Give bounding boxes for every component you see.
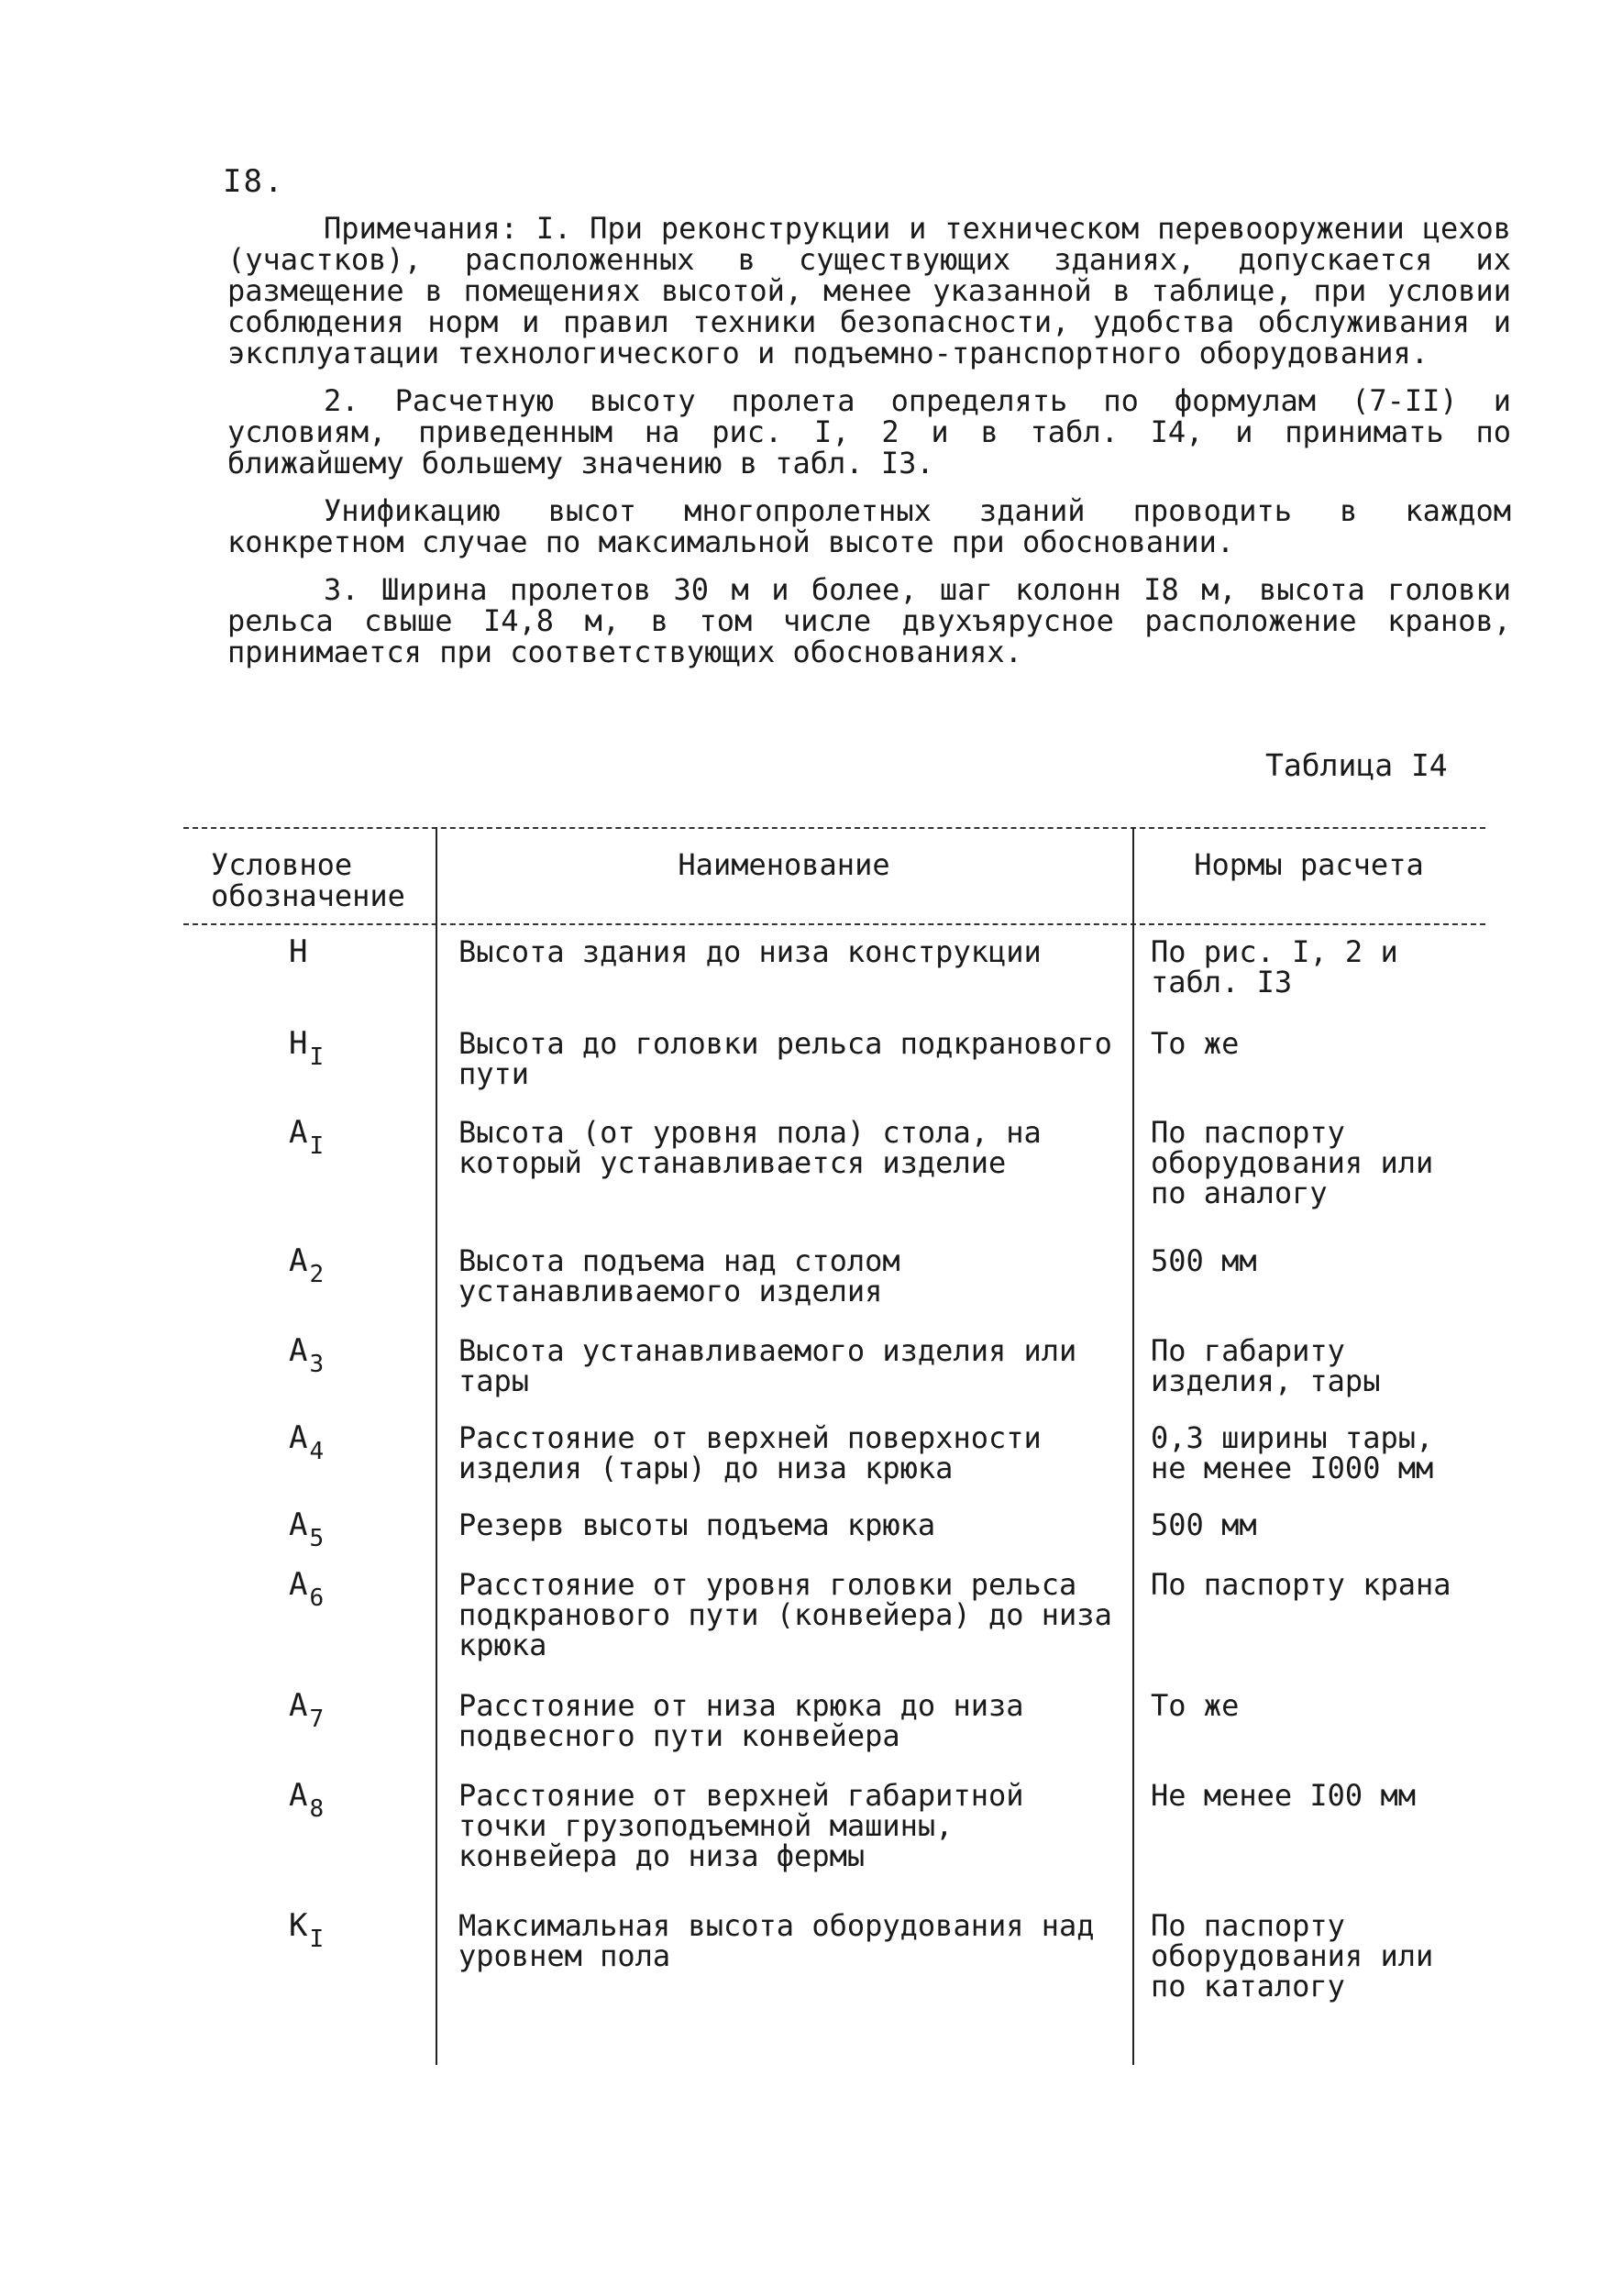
note-2: 2. Расчетную высоту пролета определять по формулам (7-II) и условиям, приведенным на рис. I, 2 и в табл. I4, и принимать по ближайшему большему значению в табл. I3.: [227, 383, 1511, 480]
row-name: Высота устанавливаемого изделия или тары: [458, 1333, 1077, 1398]
row-symbol: $A_I$: [289, 1114, 325, 1160]
row-name: Высота подъема над столом устанавливаемого изделия: [458, 1243, 900, 1308]
header-name: Наименование: [678, 847, 890, 882]
table-row: [183, 1566, 1485, 1691]
row-symbol: H: [289, 933, 308, 970]
note-2-continuation: Унификацию высот многопролетных зданий проводить в каждом конкретном случае по максимальной высоте при обосновании.: [227, 493, 1511, 559]
row-name: Расстояние от уровня головки рельса подкранового пути (конвейера) до низа крюка: [458, 1567, 1112, 1662]
row-norm: Не менее I00 мм: [1151, 1778, 1416, 1813]
note-1: Примечания: I. При реконструкции и техническом перевооружении цехов (участков), расположенных в существующих зданиях, допускается их размещение в помещениях высотой, менее указанной в таблице, при условии соблюдения норм и правил техники безопасности, удобства обслуживания и эксплуатации технологического и подъемно-транспортного оборудования.: [227, 211, 1511, 370]
row-name: Высота до головки рельса подкранового пути: [458, 1026, 1112, 1091]
table-top-rule: [183, 827, 1485, 829]
table-row: [183, 933, 1485, 1029]
page-number: I8.: [223, 163, 285, 200]
row-symbol: $A_8$: [289, 1777, 325, 1823]
header-symbol: Условное обозначение: [211, 847, 405, 913]
row-symbol: $A_2$: [289, 1242, 325, 1288]
row-norm: По паспорту оборудования или по каталогу: [1151, 1908, 1434, 2003]
row-symbol: $A_7$: [289, 1687, 325, 1733]
row-norm: По паспорту оборудования или по аналогу: [1151, 1115, 1434, 1210]
row-norm: По габариту изделия, тары: [1151, 1333, 1381, 1398]
row-symbol: $A_6$: [289, 1566, 325, 1612]
norms-table: [183, 827, 1485, 2065]
table-row: [183, 1242, 1485, 1336]
row-name: Расстояние от верхней поверхности изделия (тары) до низа крюка: [458, 1420, 1042, 1485]
row-name: Максимальная высота оборудования над уровнем пола: [458, 1908, 1095, 1973]
note-3: 3. Ширина пролетов 30 м и более, шаг колонн I8 м, высота головки рельса свыше I4,8 м, в том числе двухъярусное расположение кранов, принимается при соответствующих обоснованиях.: [227, 572, 1511, 669]
row-name: Расстояние от низа крюка до низа подвесного пути конвейера: [458, 1688, 1024, 1753]
table-header-rule: [183, 923, 1485, 925]
table-row: [183, 1777, 1485, 1911]
row-norm: По паспорту крана: [1151, 1567, 1451, 1602]
row-name: Высота (от уровня пола) стола, на который устанавливается изделие: [458, 1115, 1042, 1180]
row-name: Резерв высоты подъема крюка: [458, 1507, 936, 1542]
table-row: [183, 1687, 1485, 1781]
row-norm: 0,3 ширины тары, не менее I000 мм: [1151, 1420, 1434, 1485]
table-row: [183, 1332, 1485, 1423]
row-norm: По рис. I, 2 и табл. I3: [1151, 934, 1398, 999]
table-caption: Таблица I4: [1265, 747, 1448, 783]
row-symbol: $A_3$: [289, 1332, 325, 1378]
row-name: Высота здания до низа конструкции: [458, 934, 1042, 969]
row-norm: То же: [1151, 1026, 1240, 1061]
row-symbol: $A_5$: [289, 1507, 325, 1552]
header-norm: Нормы расчета: [1194, 847, 1424, 882]
table-row: [183, 1507, 1485, 1570]
table-row: [183, 1025, 1485, 1118]
row-name: Расстояние от верхней габаритной точки грузоподъемной машины, конвейера до низа фермы: [458, 1778, 1024, 1873]
row-norm: 500 мм: [1151, 1243, 1257, 1278]
table-row: [183, 1114, 1485, 1246]
row-norm: То же: [1151, 1688, 1240, 1723]
row-symbol: $A_4$: [289, 1419, 325, 1465]
notes-block: [227, 213, 1511, 684]
table-row: [183, 1419, 1485, 1510]
row-symbol: $H_I$: [289, 1025, 325, 1071]
table-body: [183, 933, 1485, 2030]
row-norm: 500 мм: [1151, 1507, 1257, 1542]
table-row: [183, 1907, 1485, 2030]
row-symbol: $K_I$: [289, 1907, 325, 1953]
